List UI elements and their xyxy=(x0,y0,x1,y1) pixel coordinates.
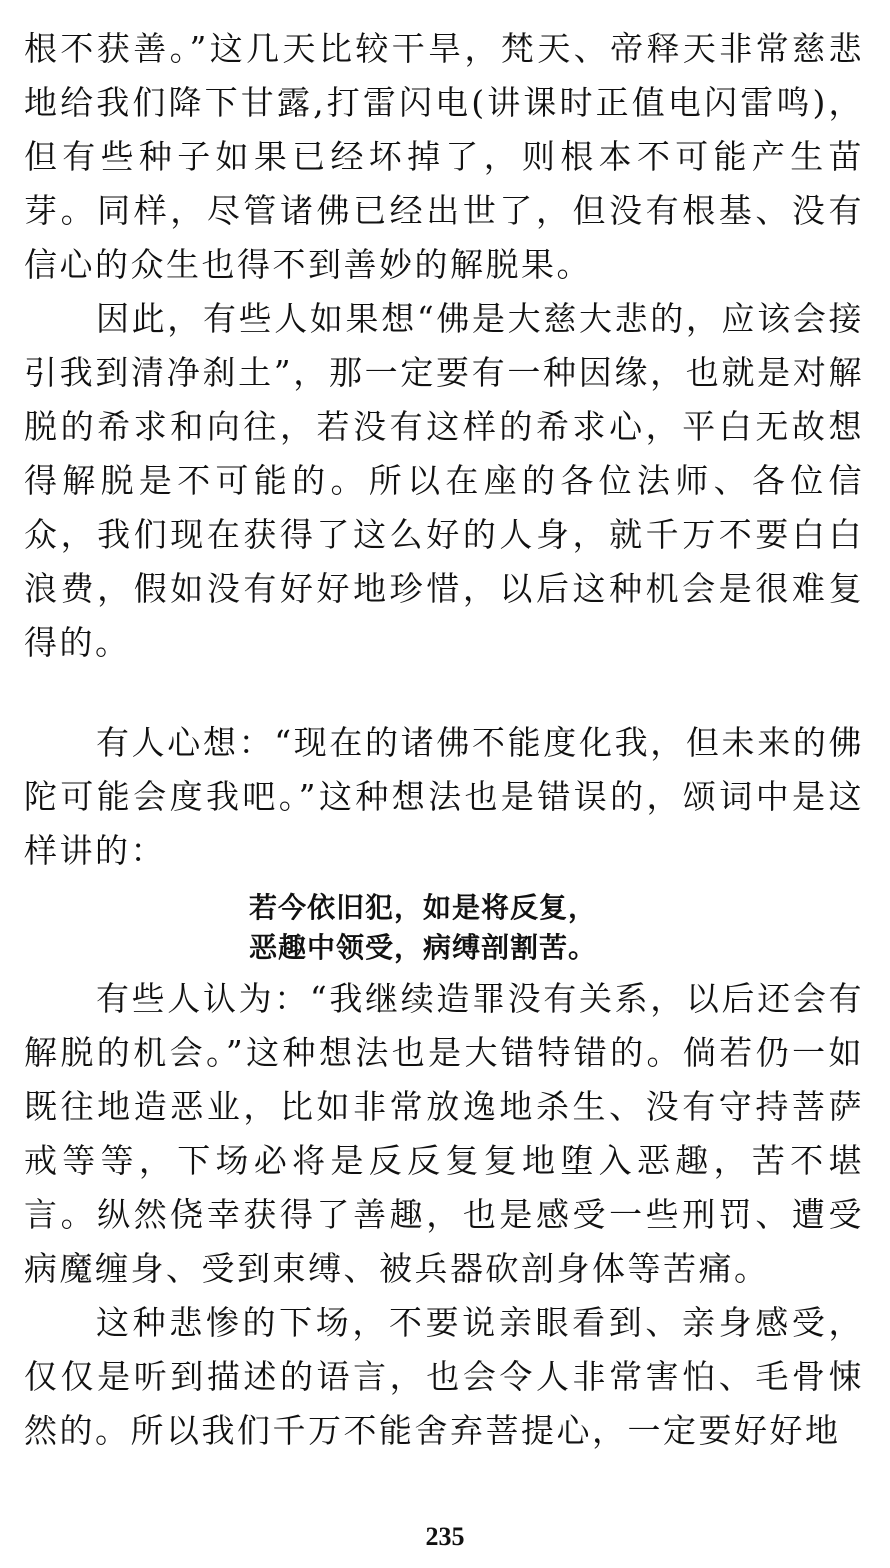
paragraph-1: 根不获善。”这几天比较干旱，梵天、帝释天非常慈悲地给我们降下甘露,打雷闪电(讲课时正值电闪雷鸣)，但有些种子如果已经坏掉了，则根本不可能产生苗芽。同样，尽管诸佛已经出世了，但没有根基、没有信心的众生也得不到善妙的解脱果。 xyxy=(24,29,864,284)
page-number: 235 xyxy=(425,1522,465,1551)
paragraph-spacer xyxy=(24,670,864,716)
paragraph-2: 因此，有些人如果想“佛是大慈大悲的，应该会接引我到清净刹土”，那一定要有一种因缘，也就是对解脱的希求和向往，若没有这样的希求心，平白无故想得解脱是不可能的。所以在座的各位法师、各位信众，我们现在获得了这么好的人身，就千万不要白白浪费，假如没有好好地珍惜，以后这种机会是很难复得的。 xyxy=(24,299,864,662)
paragraph-5: 这种悲惨的下场，不要说亲眼看到、亲身感受，仅仅是听到描述的语言，也会令人非常害怕、毛骨悚然的。所以我们千万不能舍弃菩提心，一定要好好地 xyxy=(24,1303,864,1450)
verse-line-2: 恶趣中领受，病缚剖割苦。 xyxy=(249,931,598,964)
paragraph-3: 有人心想：“现在的诸佛不能度化我，但未来的佛陀可能会度我吧。”这种想法也是错误的，颂词中是这样讲的： xyxy=(24,723,864,870)
paragraph-4: 有些人认为：“我继续造罪没有关系，以后还会有解脱的机会。”这种想法也是大错特错的。倘若仍一如既往地造恶业，比如非常放逸地杀生、没有守持菩萨戒等等，下场必将是反反复复地堕入恶趣，苦不堪言。纵然侥幸获得了善趣，也是感受一些刑罚、遭受病魔缠身、受到束缚、被兵器砍剖身体等苦痛。 xyxy=(24,979,864,1288)
page-body xyxy=(24,22,864,1458)
verse-block xyxy=(24,888,864,968)
verse-line-1: 若今依旧犯，如是将反复， xyxy=(249,891,598,924)
